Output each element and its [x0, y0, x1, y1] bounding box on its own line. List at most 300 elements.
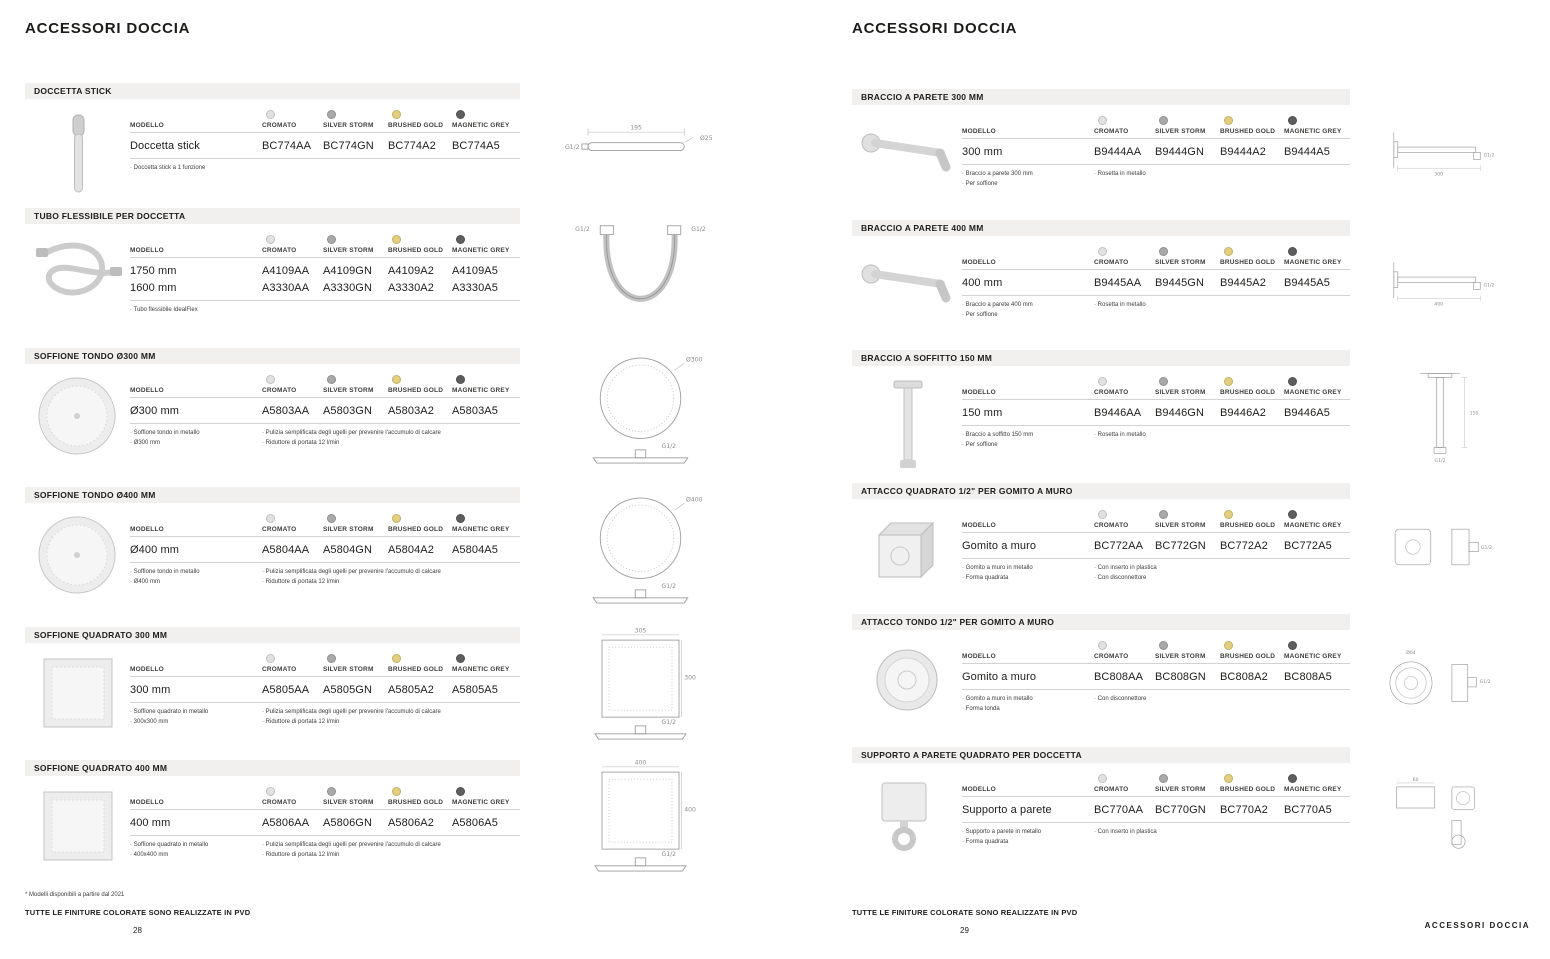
finish-column-header: BRUSHED GOLD — [1220, 259, 1276, 266]
swatch-silver-storm-icon — [327, 514, 336, 523]
sections-container-left — [25, 83, 760, 890]
product-code-cell: B9446A5 — [1284, 406, 1330, 419]
svg-text:G1/2: G1/2 — [574, 225, 590, 233]
svg-text:Ø400: Ø400 — [685, 496, 702, 503]
handshower-icon — [25, 99, 130, 204]
note-line: · Rosetta in metallo — [1094, 432, 1146, 438]
finish-column-header: BRUSHED GOLD — [1220, 786, 1276, 793]
swatch-cromato-icon — [266, 787, 275, 796]
product-code-cell: A5804A5 — [452, 543, 498, 556]
model-column-header: MODELLO — [130, 526, 164, 533]
svg-text:300: 300 — [1434, 171, 1444, 177]
swatch-cromato-icon — [1098, 641, 1107, 650]
finish-column-header: MAGNETIC GREY — [452, 387, 510, 394]
table-header-row — [962, 256, 1350, 270]
product-code-cell: A3330GN — [323, 281, 373, 294]
round-drawing-svg — [553, 351, 728, 484]
section-body — [25, 364, 520, 459]
product-code-cell: A5803GN — [323, 404, 373, 417]
notes-column-1 — [962, 170, 1094, 190]
table-rows — [130, 398, 520, 424]
notes-column-2 — [1094, 828, 1350, 848]
section-title-bar — [25, 487, 520, 503]
swatch-brushed-gold-icon — [392, 654, 401, 663]
notes-column-1 — [130, 429, 262, 449]
finish-swatch-row — [130, 106, 520, 119]
product-table — [130, 503, 520, 588]
svg-text:G1/2: G1/2 — [1480, 545, 1492, 551]
swatch-silver-storm-icon — [327, 654, 336, 663]
section-body — [25, 503, 520, 598]
notes-column-1 — [130, 568, 262, 588]
table-rows — [962, 139, 1350, 165]
product-table — [130, 364, 520, 449]
svg-text:G1/2: G1/2 — [661, 850, 676, 858]
model-cell: 1750 mm — [130, 264, 177, 277]
section-main — [25, 627, 520, 760]
svg-text:400: 400 — [1434, 302, 1444, 308]
footer-note: TUTTE LE FINITURE COLORATE SONO REALIZZATE IN PVD — [25, 908, 251, 917]
product-code-cell: BC772A2 — [1220, 539, 1268, 552]
ceilingarm-drawing-svg — [1374, 367, 1506, 466]
product-code-cell: B9444A5 — [1284, 145, 1330, 158]
product-code-cell: BC808AA — [1094, 670, 1144, 683]
technical-drawing — [520, 627, 760, 760]
note-line: · Tubo flessibile IdealFlex — [130, 307, 198, 313]
section-title: ATTACCO QUADRATO 1/2" PER GOMITO A MURO — [861, 486, 1073, 496]
model-cell: Ø300 mm — [130, 404, 179, 417]
section-main — [25, 487, 520, 627]
finish-swatch-row — [962, 112, 1350, 125]
bracket-icon — [852, 763, 962, 858]
table-rows — [962, 533, 1350, 559]
svg-text:305: 305 — [634, 627, 646, 635]
swatch-cromato-icon — [1098, 116, 1107, 125]
product-code-cell: BC770A2 — [1220, 803, 1268, 816]
finish-column-header: MAGNETIC GREY — [1284, 522, 1342, 529]
product-code-cell: B9445AA — [1094, 276, 1142, 289]
stick-drawing-svg — [553, 119, 728, 172]
finish-swatch-row — [130, 783, 520, 796]
swatch-magnetic-grey-icon — [456, 654, 465, 663]
product-code-cell: B9444AA — [1094, 145, 1142, 158]
finish-column-header: CROMATO — [1094, 389, 1129, 396]
table-header-row — [130, 523, 520, 537]
table-row — [130, 137, 520, 154]
finish-swatch-row — [962, 637, 1350, 650]
notes-column-1 — [130, 708, 262, 728]
product-code-cell: BC772GN — [1155, 539, 1206, 552]
page-number: 28 — [133, 926, 142, 935]
section-main — [852, 747, 1350, 887]
product-code-cell: BC770AA — [1094, 803, 1144, 816]
round-drawing-svg — [553, 491, 728, 624]
technical-drawing — [1350, 220, 1530, 350]
finish-column-header: BRUSHED GOLD — [388, 387, 444, 394]
swatch-brushed-gold-icon — [1224, 377, 1233, 386]
note-line: · Forma tonda — [962, 705, 1000, 712]
product-table — [962, 366, 1350, 451]
model-cell: 300 mm — [962, 145, 1003, 158]
note-line: · Rosetta in metallo — [1094, 171, 1146, 177]
finish-column-header: MAGNETIC GREY — [452, 526, 510, 533]
finish-swatch-row — [130, 371, 520, 384]
product-code-cell: B9445A5 — [1284, 276, 1330, 289]
model-cell: 150 mm — [962, 406, 1003, 419]
product-code-cell: A5804A2 — [388, 543, 434, 556]
notes-column-2 — [1094, 564, 1350, 584]
section-body — [852, 366, 1350, 474]
finish-column-header: CROMATO — [262, 666, 297, 673]
product-section — [25, 487, 760, 627]
table-rows — [962, 270, 1350, 296]
notes-column-1 — [962, 828, 1094, 848]
table-rows — [130, 258, 520, 301]
swatch-brushed-gold-icon — [392, 375, 401, 384]
model-cell: 1600 mm — [130, 281, 177, 294]
notes-column-2 — [262, 306, 520, 316]
finish-column-header: CROMATO — [262, 247, 297, 254]
swatch-silver-storm-icon — [327, 787, 336, 796]
finish-column-header: SILVER STORM — [1155, 389, 1206, 396]
page-title: ACCESSORI DOCCIA — [25, 20, 191, 37]
product-table — [130, 776, 520, 861]
model-column-header: MODELLO — [130, 799, 164, 806]
model-column-header: MODELLO — [962, 653, 996, 660]
product-section — [25, 760, 760, 890]
rndelbow-drawing-svg — [1374, 646, 1506, 715]
product-table — [962, 630, 1350, 715]
section-main — [25, 208, 520, 348]
svg-text:Ø25: Ø25 — [699, 135, 713, 143]
finish-column-header: MAGNETIC GREY — [1284, 259, 1342, 266]
model-column-header: MODELLO — [962, 128, 996, 135]
finish-swatch-row — [962, 243, 1350, 256]
notes-column-2 — [262, 568, 520, 588]
note-line: · Con inserto in plastica — [1094, 829, 1157, 835]
notes-column-2 — [1094, 170, 1350, 190]
hose-icon — [25, 224, 130, 316]
round-head-icon — [25, 364, 130, 459]
finish-column-header: BRUSHED GOLD — [1220, 522, 1276, 529]
product-code-cell: BC770GN — [1155, 803, 1206, 816]
notes-row — [962, 559, 1350, 584]
product-code-cell: B9446AA — [1094, 406, 1142, 419]
swatch-brushed-gold-icon — [392, 110, 401, 119]
finish-column-header: BRUSHED GOLD — [388, 666, 444, 673]
technical-drawing — [520, 208, 760, 348]
svg-text:60: 60 — [1412, 778, 1419, 784]
product-code-cell: BC774AA — [262, 139, 312, 152]
finish-column-header: CROMATO — [1094, 786, 1129, 793]
finish-column-header: SILVER STORM — [323, 799, 374, 806]
swatch-cromato-icon — [266, 110, 275, 119]
finish-column-header: CROMATO — [262, 799, 297, 806]
page-number: 29 — [960, 926, 969, 935]
svg-text:G1/2: G1/2 — [661, 443, 676, 451]
swatch-silver-storm-icon — [1159, 377, 1168, 386]
product-table — [962, 763, 1350, 848]
table-rows — [130, 537, 520, 563]
ceiling-arm-icon — [852, 366, 962, 474]
finish-column-header: MAGNETIC GREY — [452, 666, 510, 673]
section-title-bar — [25, 760, 520, 776]
note-line: · Supporto a parete in metallo — [962, 829, 1042, 835]
svg-text:Ø300: Ø300 — [685, 356, 702, 364]
swatch-cromato-icon — [1098, 774, 1107, 783]
table-row — [130, 262, 520, 279]
section-body — [25, 776, 520, 866]
section-main — [25, 348, 520, 487]
square-drawing-svg — [553, 760, 728, 890]
finish-column-header: MAGNETIC GREY — [452, 122, 510, 129]
finish-column-header: MAGNETIC GREY — [452, 247, 510, 254]
section-title-bar — [852, 747, 1350, 763]
table-row — [962, 274, 1350, 291]
swatch-brushed-gold-icon — [392, 514, 401, 523]
section-title: SOFFIONE TONDO Ø400 MM — [34, 490, 156, 500]
svg-text:G1/2: G1/2 — [1483, 152, 1495, 158]
swatch-magnetic-grey-icon — [1288, 247, 1297, 256]
finish-column-header: CROMATO — [1094, 653, 1129, 660]
section-body — [852, 630, 1350, 720]
section-body — [852, 763, 1350, 858]
model-column-header: MODELLO — [130, 387, 164, 394]
table-row — [962, 668, 1350, 685]
swatch-silver-storm-icon — [1159, 247, 1168, 256]
svg-text:G1/2: G1/2 — [1434, 459, 1446, 465]
product-code-cell: BC808A5 — [1284, 670, 1332, 683]
table-row — [130, 402, 520, 419]
model-cell: Gomito a muro — [962, 539, 1037, 552]
swatch-cromato-icon — [266, 654, 275, 663]
note-line: · Soffione tondo in metallo — [130, 430, 200, 436]
section-title-bar — [852, 614, 1350, 630]
swatch-cromato-icon — [1098, 377, 1107, 386]
swatch-brushed-gold-icon — [1224, 116, 1233, 125]
swatch-magnetic-grey-icon — [456, 110, 465, 119]
footnote: * Modelli disponibili a partire dal 2021 — [25, 892, 125, 898]
note-line: · Gomito a muro in metallo — [962, 565, 1033, 571]
finish-column-header: BRUSHED GOLD — [1220, 128, 1276, 135]
notes-column-1 — [962, 564, 1094, 584]
note-line: · Per soffione — [962, 311, 998, 318]
finish-column-header: SILVER STORM — [323, 247, 374, 254]
note-line: · Rosetta in metallo — [1094, 302, 1146, 308]
finish-swatch-row — [962, 506, 1350, 519]
wall-arm-icon — [852, 236, 962, 314]
sqelbow-drawing-svg — [1374, 516, 1506, 582]
technical-drawing — [1350, 483, 1530, 614]
section-title: DOCCETTA STICK — [34, 86, 112, 96]
note-line: · Soffione tondo in metallo — [130, 569, 200, 575]
product-code-cell: A5805A5 — [452, 683, 498, 696]
square-head-icon — [25, 643, 130, 733]
table-rows — [130, 677, 520, 703]
notes-row — [130, 836, 520, 861]
note-line: · Forma quadrata — [962, 574, 1009, 581]
note-line: · Braccio a soffitto 150 mm — [962, 432, 1034, 438]
finish-column-header: CROMATO — [1094, 128, 1129, 135]
note-line: · Con inserto in plastica — [1094, 565, 1157, 571]
technical-drawing — [520, 487, 760, 627]
note-line: · Gomito a muro in metallo — [962, 696, 1033, 702]
note-line: · Ø300 mm — [130, 439, 161, 446]
finish-column-header: BRUSHED GOLD — [388, 526, 444, 533]
section-main — [25, 83, 520, 208]
svg-text:195: 195 — [629, 124, 642, 132]
finish-column-header: MAGNETIC GREY — [1284, 786, 1342, 793]
note-line: · Riduttore di portata 12 l/min — [262, 439, 340, 446]
table-rows — [962, 797, 1350, 823]
product-table — [962, 236, 1350, 321]
section-title: BRACCIO A PARETE 300 MM — [861, 92, 984, 102]
section-main — [852, 614, 1350, 747]
swatch-magnetic-grey-icon — [1288, 510, 1297, 519]
bracket-drawing-svg — [1374, 777, 1506, 856]
swatch-silver-storm-icon — [1159, 774, 1168, 783]
product-code-cell: BC774A2 — [388, 139, 436, 152]
table-header-row — [962, 519, 1350, 533]
section-title-bar — [25, 348, 520, 364]
model-cell: Gomito a muro — [962, 670, 1037, 683]
swatch-brushed-gold-icon — [1224, 247, 1233, 256]
model-column-header: MODELLO — [962, 259, 996, 266]
notes-row — [130, 301, 520, 316]
product-code-cell: A3330AA — [262, 281, 310, 294]
product-code-cell: A5803AA — [262, 404, 310, 417]
notes-row — [962, 690, 1350, 715]
swatch-magnetic-grey-icon — [456, 514, 465, 523]
section-title: SOFFIONE QUADRATO 400 MM — [34, 763, 168, 773]
technical-drawing — [1350, 747, 1530, 887]
swatch-silver-storm-icon — [1159, 510, 1168, 519]
svg-text:G1/2: G1/2 — [564, 144, 580, 151]
svg-text:400: 400 — [634, 760, 646, 766]
product-code-cell: B9444A2 — [1220, 145, 1266, 158]
swatch-brushed-gold-icon — [1224, 641, 1233, 650]
swatch-magnetic-grey-icon — [1288, 116, 1297, 125]
table-row — [130, 541, 520, 558]
finish-column-header: SILVER STORM — [323, 387, 374, 394]
product-code-cell: A5806A5 — [452, 816, 498, 829]
product-code-cell: A5806A2 — [388, 816, 434, 829]
swatch-brushed-gold-icon — [392, 787, 401, 796]
notes-column-2 — [262, 708, 520, 728]
notes-column-1 — [962, 301, 1094, 321]
model-column-header: MODELLO — [962, 786, 996, 793]
swatch-cromato-icon — [266, 235, 275, 244]
finish-swatch-row — [130, 510, 520, 523]
section-body — [852, 236, 1350, 321]
note-line: · Per soffione — [962, 180, 998, 187]
note-line: · Pulizia semplificata degli ugelli per prevenire l'accumulo di calcare — [262, 709, 441, 715]
product-code-cell: A4109A5 — [452, 264, 498, 277]
product-code-cell: A3330A2 — [388, 281, 434, 294]
technical-drawing — [520, 348, 760, 487]
model-cell: Ø400 mm — [130, 543, 179, 556]
table-row — [962, 801, 1350, 818]
notes-row — [130, 563, 520, 588]
model-column-header: MODELLO — [962, 389, 996, 396]
swatch-magnetic-grey-icon — [1288, 774, 1297, 783]
finish-column-header: SILVER STORM — [323, 666, 374, 673]
product-table — [130, 643, 520, 728]
svg-text:G1/2: G1/2 — [1483, 283, 1495, 289]
product-table — [962, 499, 1350, 584]
note-line: · Ø400 mm — [130, 578, 161, 585]
product-code-cell: BC808GN — [1155, 670, 1206, 683]
finish-column-header: BRUSHED GOLD — [1220, 653, 1276, 660]
product-section — [852, 614, 1530, 747]
notes-column-2 — [1094, 431, 1350, 451]
table-header-row — [962, 386, 1350, 400]
table-rows — [962, 664, 1350, 690]
notes-column-2 — [262, 429, 520, 449]
notes-column-2 — [262, 164, 520, 174]
svg-text:G1/2: G1/2 — [661, 719, 676, 727]
table-row — [130, 279, 520, 296]
note-line: · Per soffione — [962, 441, 998, 448]
notes-column-2 — [262, 841, 520, 861]
notes-column-2 — [1094, 301, 1350, 321]
swatch-cromato-icon — [1098, 247, 1107, 256]
section-title-bar — [25, 83, 520, 99]
model-column-header: MODELLO — [130, 666, 164, 673]
swatch-brushed-gold-icon — [1224, 510, 1233, 519]
swatch-silver-storm-icon — [327, 110, 336, 119]
section-main — [852, 89, 1350, 220]
finish-column-header: BRUSHED GOLD — [1220, 389, 1276, 396]
square-head-icon — [25, 776, 130, 866]
section-main — [852, 483, 1350, 614]
product-code-cell: A5806AA — [262, 816, 310, 829]
section-title-bar — [852, 220, 1350, 236]
section-title-bar — [25, 208, 520, 224]
product-code-cell: A5806GN — [323, 816, 373, 829]
notes-column-1 — [962, 695, 1094, 715]
notes-row — [962, 165, 1350, 190]
note-line: · Pulizia semplificata degli ugelli per prevenire l'accumulo di calcare — [262, 430, 441, 436]
product-code-cell: BC774A5 — [452, 139, 500, 152]
product-code-cell: A5804AA — [262, 543, 310, 556]
product-code-cell: B9446GN — [1155, 406, 1205, 419]
square-elbow-icon — [852, 499, 962, 589]
finish-column-header: MAGNETIC GREY — [1284, 128, 1342, 135]
page-title: ACCESSORI DOCCIA — [852, 20, 1018, 37]
product-section — [25, 627, 760, 760]
technical-drawing — [520, 83, 760, 208]
product-code-cell: A5805AA — [262, 683, 310, 696]
product-code-cell: B9444GN — [1155, 145, 1205, 158]
product-code-cell: A5805A2 — [388, 683, 434, 696]
svg-text:G1/2: G1/2 — [661, 582, 676, 590]
product-code-cell: BC772AA — [1094, 539, 1144, 552]
section-main — [852, 350, 1350, 483]
model-cell: Doccetta stick — [130, 139, 200, 152]
table-row — [962, 404, 1350, 421]
hose-drawing-svg — [553, 217, 728, 340]
finish-column-header: SILVER STORM — [1155, 653, 1206, 660]
round-head-icon — [25, 503, 130, 598]
finish-column-header: MAGNETIC GREY — [1284, 653, 1342, 660]
notes-column-1 — [130, 841, 262, 861]
notes-column-2 — [1094, 695, 1350, 715]
section-title-bar — [852, 350, 1350, 366]
product-code-cell: B9445A2 — [1220, 276, 1266, 289]
model-cell: 400 mm — [130, 816, 171, 829]
product-table — [130, 99, 520, 174]
